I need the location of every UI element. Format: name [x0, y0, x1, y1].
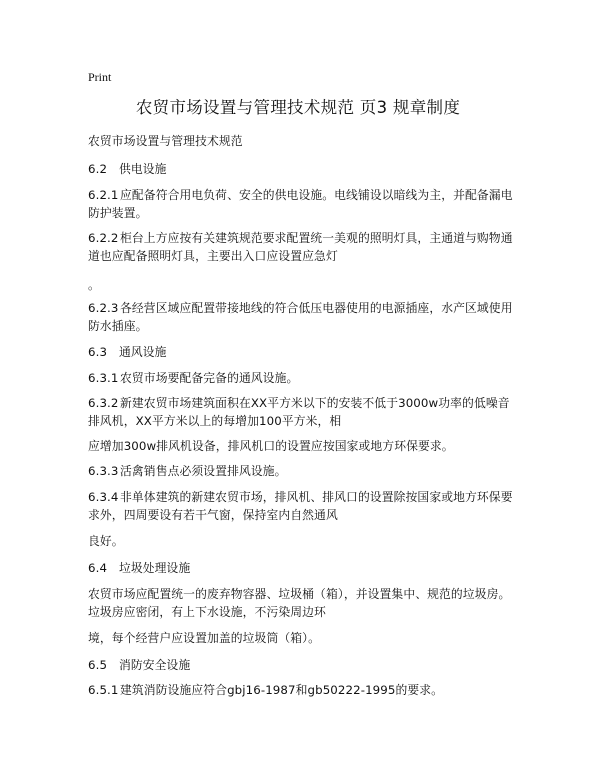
paragraph-6-2-3 — [88, 299, 520, 335]
paragraph-6-3-4 — [88, 488, 520, 524]
paragraph-6-3-2 — [88, 394, 520, 430]
paragraph-6-3-2-tail: 应增加300w排风机设备，排风机口的设置应按国家或地方环保要求。 — [88, 439, 454, 453]
clause-number: 6.3.3 — [88, 464, 119, 478]
paragraph-6-5-1 — [88, 681, 520, 699]
clause-text: 新建农贸市场建筑面积在XX平方米以下的安装不低于3000w功率的低噪音 — [120, 396, 510, 410]
print-label: Print — [88, 70, 112, 84]
paragraph-line — [88, 462, 520, 480]
clause-number: 6.3.4 — [88, 490, 119, 504]
paragraph-line — [88, 186, 520, 204]
clause-text: 柜台上方应按有关建筑规范要求配置统一美观的照明灯具，主通道与购物通 — [120, 231, 513, 245]
clause-number: 6.3.2 — [88, 396, 119, 410]
paragraph-line: 防水插座。 — [88, 319, 148, 333]
paragraph-line: 排风机，XX平方米以上的每增加100平方米，相 — [88, 414, 342, 428]
clause-number: 6.2.1 — [88, 188, 119, 202]
clause-text: 非单体建筑的新建农贸市场，排风机、排风口的设置除按国家或地方环保要 — [120, 490, 513, 504]
section-heading-6-2: 6.2 供电设施 — [88, 162, 167, 176]
clause-text: 建筑消防设施应符合gbj16-1987和gb50222-1995的要求。 — [120, 683, 444, 697]
paragraph-6-3-1 — [88, 369, 520, 387]
paragraph-line — [88, 369, 520, 387]
paragraph-line: 道也应配备照明灯具，主要出入口应设置应急灯 — [88, 249, 338, 263]
clause-number: 6.2.3 — [88, 301, 119, 315]
section-heading-6-3: 6.3 通风设施 — [88, 345, 167, 359]
clause-number: 6.2.2 — [88, 231, 119, 245]
paragraph-6-4 — [88, 585, 520, 621]
clause-text: 应配备符合用电负荷、安全的供电设施。电线铺设以暗线为主，并配备漏电 — [120, 188, 513, 202]
paragraph-line — [88, 488, 520, 506]
section-heading-6-4: 6.4 垃圾处理设施 — [88, 561, 191, 575]
paragraph-6-2-2-tail: 。 — [88, 278, 100, 292]
document-title: 农贸市场设置与管理技术规范 页3 规章制度 — [135, 98, 461, 117]
paragraph-6-3-3 — [88, 462, 520, 480]
paragraph-line: 农贸市场应配置统一的废弃物容器、垃圾桶（箱），并设置集中、规范的垃圾房。 — [88, 587, 511, 601]
paragraph-line — [88, 229, 520, 247]
section-heading-6-5: 6.5 消防安全设施 — [88, 658, 191, 672]
paragraph-line — [88, 681, 520, 699]
paragraph-6-4-tail: 境，每个经营户应设置加盖的垃圾筒（箱）。 — [88, 631, 321, 645]
clause-text: 各经营区域应配置带接地线的符合低压电器使用的电源插座，水产区域使用 — [120, 301, 513, 315]
paragraph-line — [88, 299, 520, 317]
clause-number: 6.3.1 — [88, 371, 119, 385]
paragraph-6-2-2 — [88, 229, 520, 265]
paragraph-line — [88, 394, 520, 412]
paragraph-6-3-4-tail: 良好。 — [88, 534, 124, 548]
clause-number: 6.5.1 — [88, 683, 119, 697]
document-subtitle: 农贸市场设置与管理技术规范 — [88, 134, 243, 148]
paragraph-line: 求外，四周要设有若干气窗，保持室内自然通风 — [88, 508, 338, 522]
paragraph-line: 垃圾房应密闭，有上下水设施，不污染周边环 — [88, 605, 326, 619]
paragraph-line: 防护装置。 — [88, 206, 148, 220]
clause-text: 农贸市场要配备完备的通风设施。 — [120, 371, 299, 385]
paragraph-6-2-1 — [88, 186, 520, 222]
clause-text: 活禽销售点必须设置排风设施。 — [120, 464, 287, 478]
